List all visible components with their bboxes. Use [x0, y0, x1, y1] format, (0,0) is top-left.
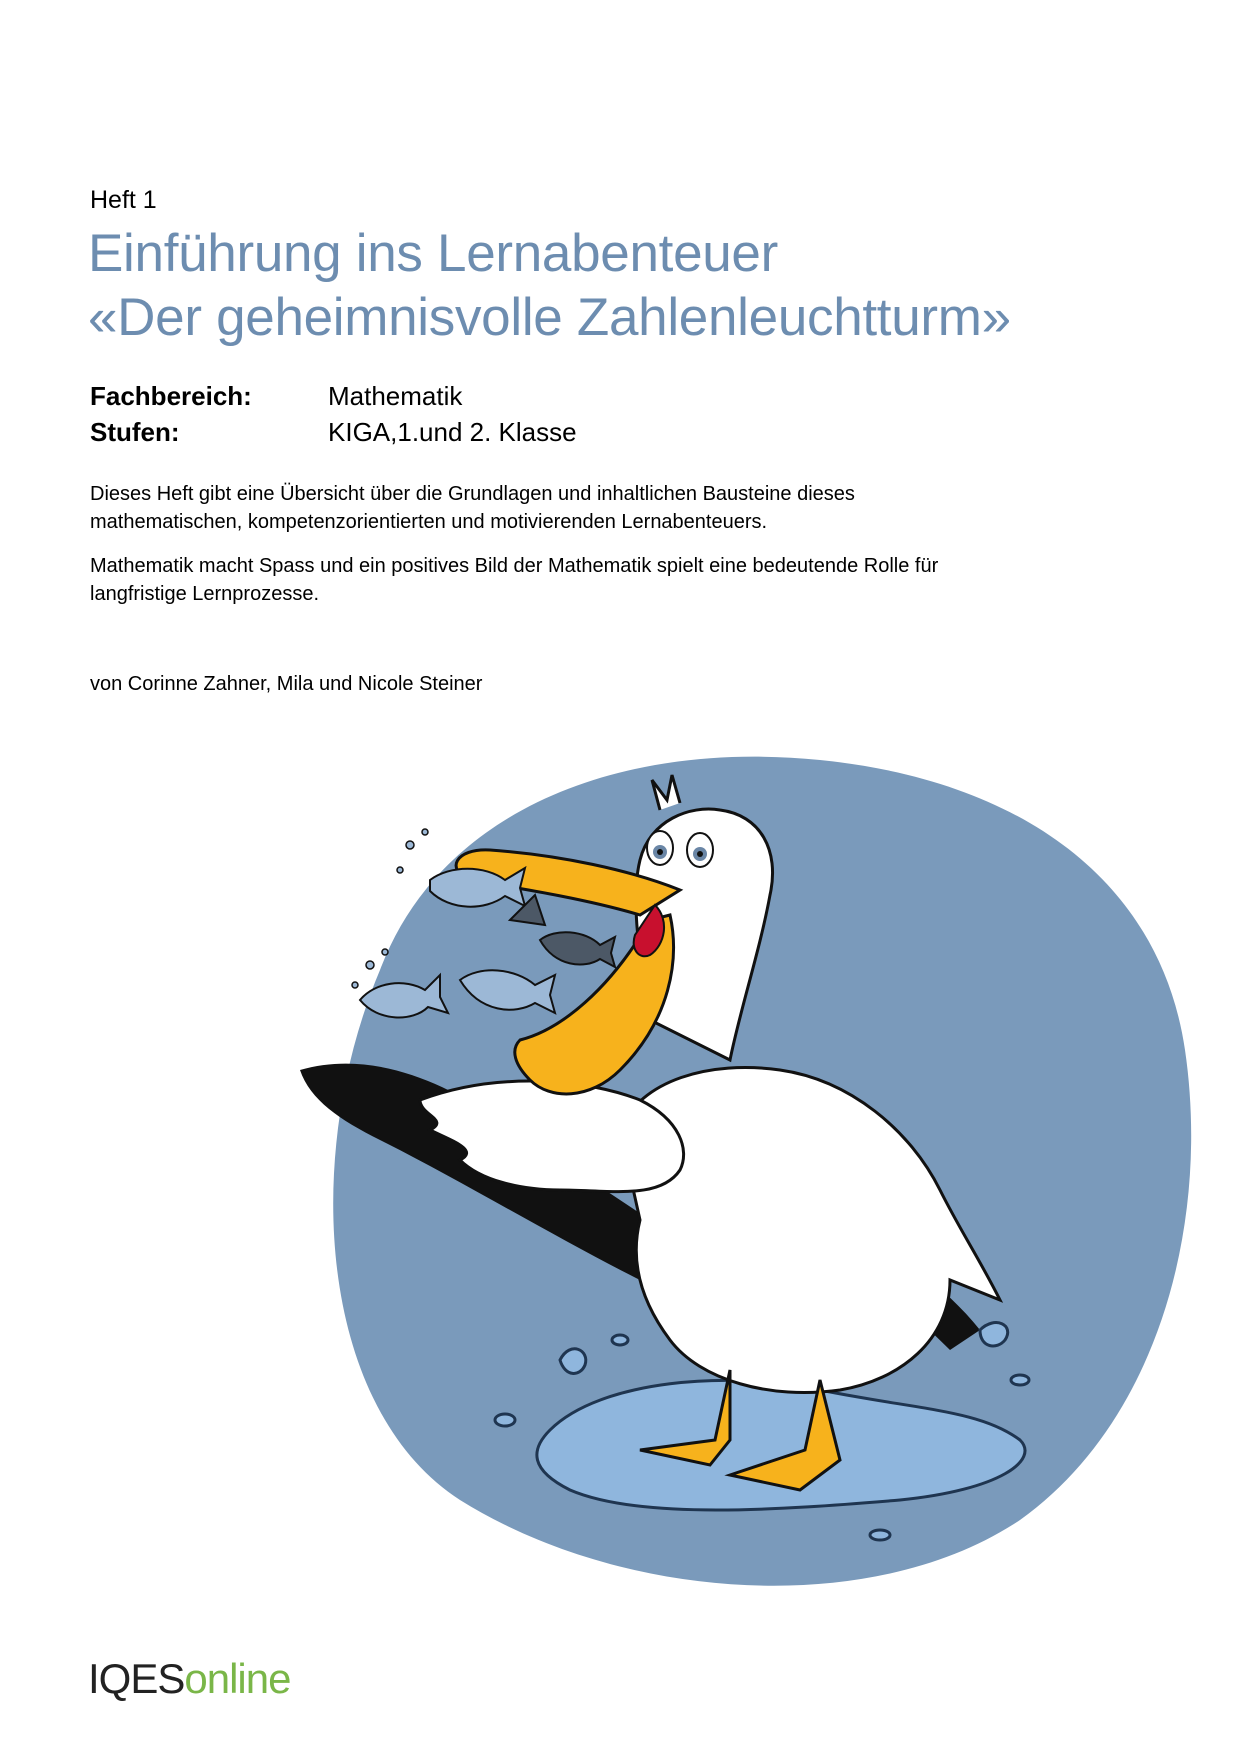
subject-label: Fachbereich: — [90, 381, 252, 411]
title-line-2: «Der geheimnisvolle Zahlenleuchtturm» — [88, 288, 1011, 347]
drop-1 — [612, 1335, 628, 1345]
meta-block — [90, 378, 577, 450]
iqes-logo — [88, 1655, 291, 1702]
pelican-illustration — [260, 720, 1200, 1600]
intro-paragraph — [90, 480, 1150, 536]
motivation-paragraph — [90, 552, 1150, 608]
title-line-1: Einführung ins Lernabenteuer — [88, 224, 778, 283]
splash-right — [980, 1323, 1008, 1346]
motivation-line-1: Mathematik macht Spass und ein positives Bild der Mathematik spielt eine bedeutende Rolle für — [90, 555, 939, 577]
drop-3 — [1011, 1375, 1029, 1385]
subject-value: Mathematik — [328, 381, 463, 411]
logo-part-iqes: IQES — [88, 1655, 185, 1702]
splash-left — [560, 1349, 586, 1374]
issue-label: Heft 1 — [90, 186, 157, 214]
logo-part-online: online — [184, 1655, 291, 1702]
drop-4 — [870, 1530, 890, 1540]
levels-value: KIGA,1.und 2. Klasse — [328, 417, 577, 447]
intro-line-2: mathematischen, kompetenzorientierten und motivierenden Lernabenteuers. — [90, 511, 768, 533]
levels-label: Stufen: — [90, 417, 180, 447]
authors-line: von Corinne Zahner, Mila und Nicole Steiner — [90, 673, 483, 695]
intro-line-1: Dieses Heft gibt eine Übersicht über die Grundlagen und inhaltlichen Bausteine dieses — [90, 483, 855, 505]
motivation-line-2: langfristige Lernprozesse. — [90, 583, 320, 605]
drop-2 — [495, 1414, 515, 1426]
levels-row — [90, 414, 577, 450]
page-title — [88, 222, 1011, 350]
subject-row — [90, 378, 577, 414]
